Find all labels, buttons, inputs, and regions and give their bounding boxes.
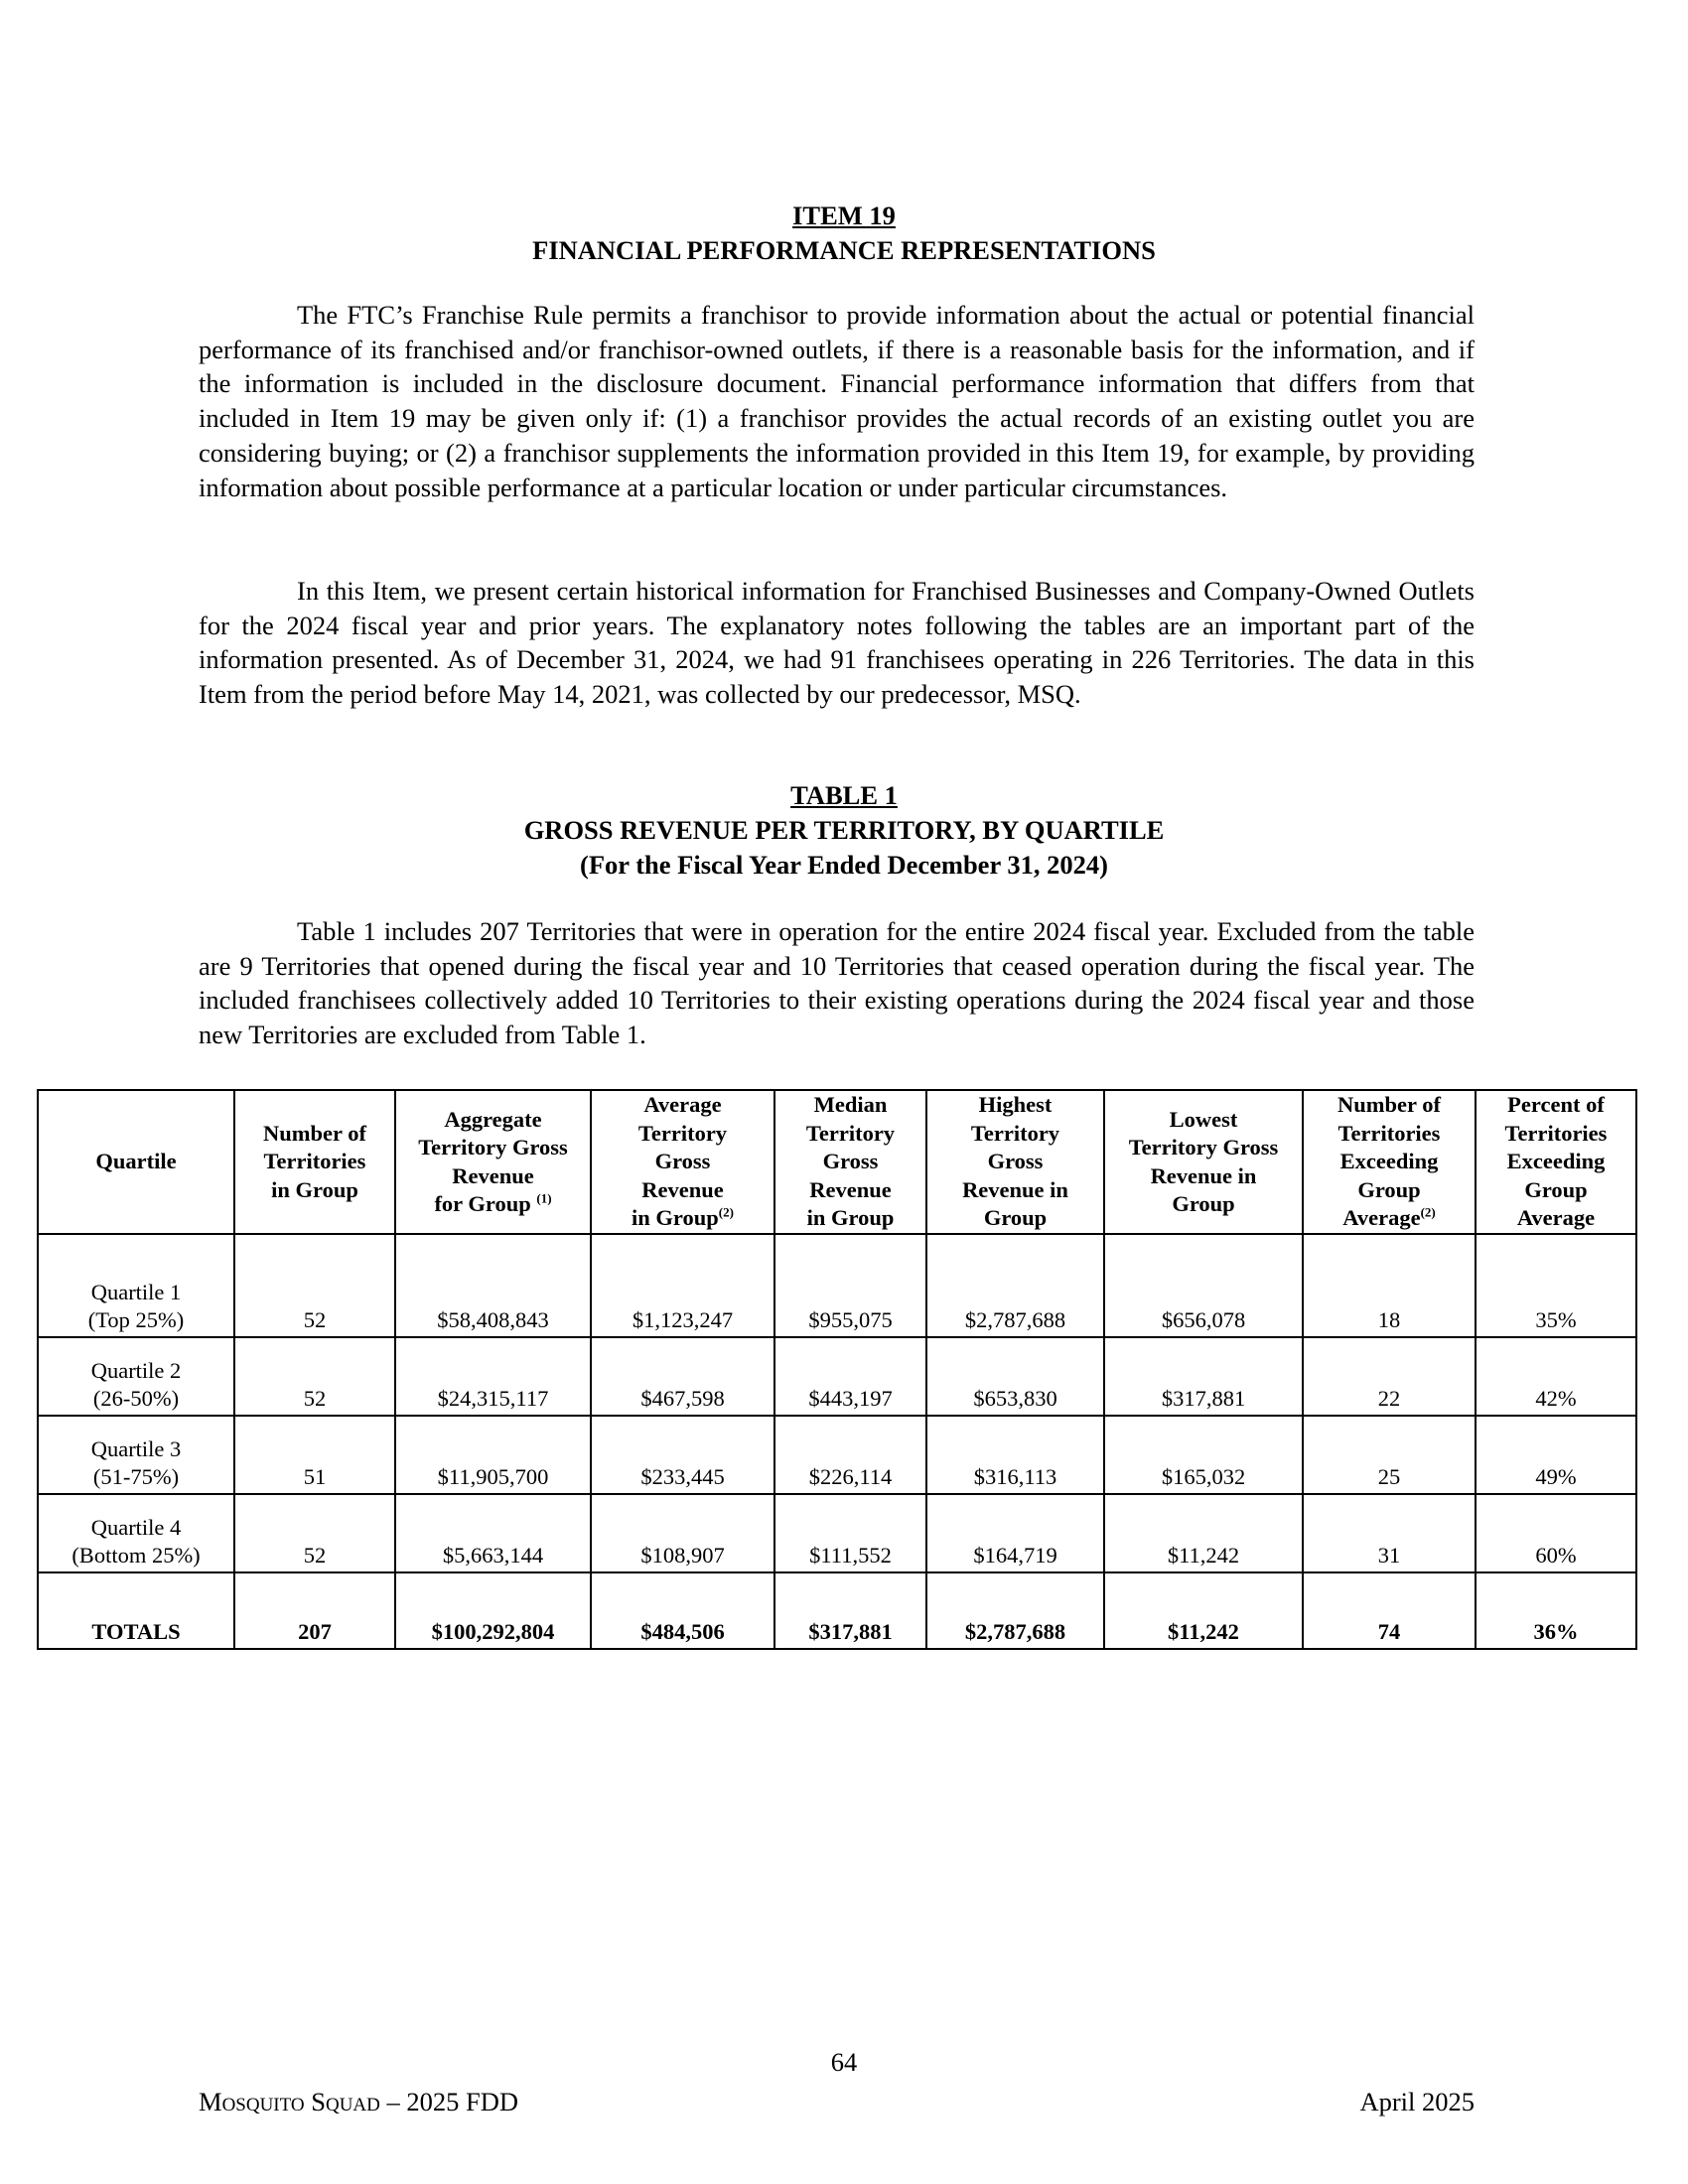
table-cell: $656,078 <box>1104 1234 1303 1337</box>
table-cell: $164,719 <box>926 1494 1104 1572</box>
paragraph-historical-info: In this Item, we present certain historical information for Franchised Businesses and Company-Owned Outlets for the 2024 fiscal year and prior years. The explanatory notes following the tables are an important part of the information presented. As of December 31, 2024, we had 91 franchisees operating in 226 Territories. The data in this Item from the period before May 14, 2021, was collected by our predecessor, MSQ. <box>199 576 1475 710</box>
table-cell: $233,445 <box>591 1416 774 1494</box>
totals-cell: $11,242 <box>1104 1572 1303 1649</box>
table-cell: $58,408,843 <box>395 1234 591 1337</box>
table-cell: $24,315,117 <box>395 1337 591 1416</box>
table-cell: $108,907 <box>591 1494 774 1572</box>
footnote-ref: (2) <box>718 1204 734 1220</box>
item-title: FINANCIAL PERFORMANCE REPRESENTATIONS <box>532 235 1156 265</box>
table-cell: $955,075 <box>774 1234 926 1337</box>
totals-cell: $484,506 <box>591 1572 774 1649</box>
column-header <box>38 1090 234 1234</box>
totals-cell: TOTALS <box>38 1572 234 1649</box>
column-header <box>234 1090 395 1234</box>
table-cell: $2,787,688 <box>926 1234 1104 1337</box>
totals-cell: 207 <box>234 1572 395 1649</box>
table-cell: $1,123,247 <box>591 1234 774 1337</box>
totals-cell: 74 <box>1303 1572 1476 1649</box>
table-cell: 18 <box>1303 1234 1476 1337</box>
footer-left: Mosquito Squad – 2025 FDD <box>199 2087 518 2116</box>
column-header <box>1303 1090 1476 1234</box>
table-cell: 49% <box>1476 1416 1636 1494</box>
column-header-text: Number of Territories Exceeding Group Average <box>1337 1092 1441 1231</box>
table-cell: 35% <box>1476 1234 1636 1337</box>
table-cell: 52 <box>234 1234 395 1337</box>
paragraph-table-intro: Table 1 includes 207 Territories that were in operation for the entire 2024 fiscal year. Excluded from the table are 9 Territories that opened during the fiscal year and 10 Territories that ceased operation during the fiscal year. The included franchisees collectively added 10 Territories to their existing operations during the 2024 fiscal year and those new Territories are excluded from Table 1. <box>199 916 1475 1050</box>
table-cell: 22 <box>1303 1337 1476 1416</box>
table-cell: 31 <box>1303 1494 1476 1572</box>
table-header-row <box>38 1090 1636 1234</box>
footnote-ref: (1) <box>536 1190 552 1206</box>
table-cell: 25 <box>1303 1416 1476 1494</box>
column-header-text: Number of Territories in Group <box>263 1120 366 1202</box>
table-cell: $226,114 <box>774 1416 926 1494</box>
footnote-ref: (2) <box>1420 1204 1436 1220</box>
table-cell: $165,032 <box>1104 1416 1303 1494</box>
table-subtitle: (For the Fiscal Year Ended December 31, 2024) <box>580 850 1108 880</box>
gross-revenue-table <box>37 1089 1637 1650</box>
totals-row <box>38 1572 1636 1649</box>
table-cell: Quartile 1 (Top 25%) <box>38 1234 234 1337</box>
column-header <box>1476 1090 1636 1234</box>
table-cell: Quartile 3 (51-75%) <box>38 1416 234 1494</box>
table-cell: $317,881 <box>1104 1337 1303 1416</box>
table-cell: $11,242 <box>1104 1494 1303 1572</box>
paragraph-ftc-rule: The FTC’s Franchise Rule permits a franchisor to provide information about the actual or potential financial performance of its franchised and/or franchisor-owned outlets, if there is a reasonable basis for the information, and if the information is included in the disclosure document. Financial performance information that differs from that included in Item 19 may be given only if: (1) a franchisor provides the actual records of an existing outlet you are considering buying; or (2) a franchisor supplements the information provided in this Item 19, for example, by providing information about possible performance at a particular location or under particular circumstances. <box>199 300 1475 502</box>
column-header-text: Aggregate Territory Gross Revenue for Group <box>418 1106 568 1216</box>
totals-cell: $2,787,688 <box>926 1572 1104 1649</box>
page-number: 64 <box>830 2047 858 2077</box>
table-row <box>38 1416 1636 1494</box>
table-row <box>38 1494 1636 1572</box>
totals-cell: $317,881 <box>774 1572 926 1649</box>
column-header-text: Percent of Territories Exceeding Group Average <box>1504 1092 1608 1231</box>
table-label: TABLE 1 <box>790 780 898 810</box>
column-header <box>591 1090 774 1234</box>
column-header-text: Average Territory Gross Revenue in Group <box>632 1092 728 1231</box>
table-cell: $653,830 <box>926 1337 1104 1416</box>
footer-right: April 2025 <box>1359 2087 1475 2116</box>
column-header <box>1104 1090 1303 1234</box>
table-title: GROSS REVENUE PER TERRITORY, BY QUARTILE <box>523 815 1165 845</box>
column-header-text: Quartile <box>95 1149 177 1174</box>
item-number: ITEM 19 <box>792 201 896 230</box>
column-header <box>774 1090 926 1234</box>
column-header-text: Highest Territory Gross Revenue in Group <box>962 1092 1068 1231</box>
table-cell: $467,598 <box>591 1337 774 1416</box>
table-cell: Quartile 2 (26-50%) <box>38 1337 234 1416</box>
table-cell: $316,113 <box>926 1416 1104 1494</box>
table-cell: $111,552 <box>774 1494 926 1572</box>
column-header-text: Lowest Territory Gross Revenue in Group <box>1128 1106 1279 1216</box>
table-cell: $11,905,700 <box>395 1416 591 1494</box>
totals-cell: 36% <box>1476 1572 1636 1649</box>
table-cell: 52 <box>234 1337 395 1416</box>
column-header <box>395 1090 591 1234</box>
table-cell: Quartile 4 (Bottom 25%) <box>38 1494 234 1572</box>
column-header <box>926 1090 1104 1234</box>
totals-cell: $100,292,804 <box>395 1572 591 1649</box>
table-cell: $443,197 <box>774 1337 926 1416</box>
column-header-text: Median Territory Gross Revenue in Group <box>805 1092 896 1231</box>
table-cell: $5,663,144 <box>395 1494 591 1572</box>
table-cell: 52 <box>234 1494 395 1572</box>
table-cell: 60% <box>1476 1494 1636 1572</box>
table-cell: 42% <box>1476 1337 1636 1416</box>
table-row <box>38 1234 1636 1337</box>
table-row <box>38 1337 1636 1416</box>
table-cell: 51 <box>234 1416 395 1494</box>
